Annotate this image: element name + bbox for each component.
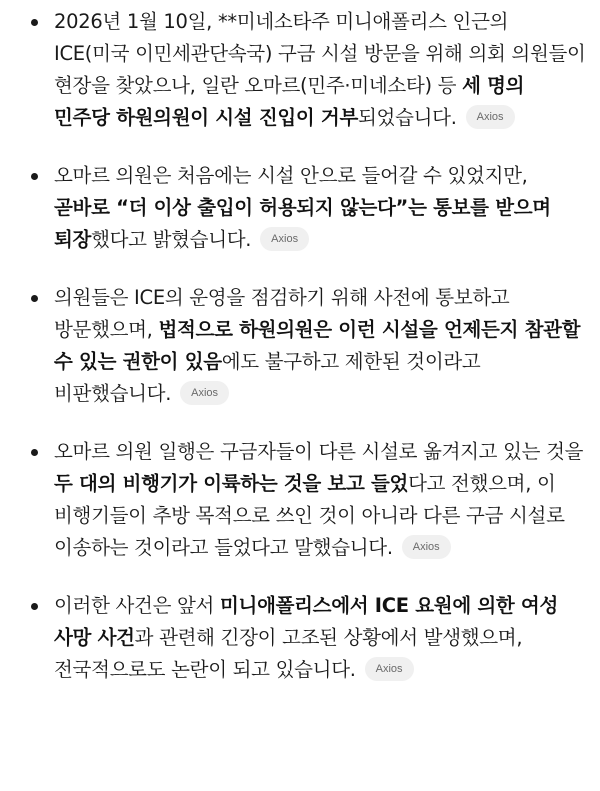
item-text: 오마르 의원은 처음에는 시설 안으로 들어갈 수 있었지만, xyxy=(54,164,528,187)
item-text-bold: 세 명의 민주당 하원의원이 시설 진입이 거부 xyxy=(54,74,525,129)
source-chip-axios[interactable]: Axios xyxy=(260,227,309,251)
bullet-dot xyxy=(31,603,38,610)
item-text: 오마르 의원 일행은 구금자들이 다른 시설로 옮겨지고 있는 것을 xyxy=(54,440,584,463)
item-text: 했다고 밝혔습니다. xyxy=(91,228,252,251)
item-text-bold: 두 대의 비행기가 이륙하는 것을 보고 들었 xyxy=(54,472,409,495)
item-text-bold: 미니애폴리스에서 ICE 요원에 의한 여성 사망 사건 xyxy=(54,594,558,649)
bullet-dot xyxy=(31,173,38,180)
bullet-dot xyxy=(31,295,38,302)
item-text-bold: 법적으로 하원의원은 이런 시설을 언제든지 참관할 수 있는 권한이 있음 xyxy=(54,318,581,373)
item-text: 다고 전했으며, 이 비행기들이 추방 목적으로 쓰인 것이 아니라 다른 구금 시설로 이송하는 것이라고 들었다고 말했습니다. xyxy=(54,472,565,559)
item-text-bold: 곧바로 “더 이상 출입이 허용되지 않는다”는 통보를 받으며 퇴장 xyxy=(54,196,551,251)
bullet-item xyxy=(0,282,586,410)
bullet-dot xyxy=(31,449,38,456)
source-chip-axios[interactable]: Axios xyxy=(180,381,229,405)
item-text: 2026년 1월 10일, **미네소타주 미니애폴리스 인근의 ICE(미국 이민세관단속국) 구금 시설 방문을 위해 의회 의원들이 현장을 찾았으나, 일란 오마르(민주·미네소타) 등 xyxy=(54,10,586,97)
item-text: 에도 불구하고 제한된 것이라고 비판했습니다. xyxy=(54,350,481,405)
bullet-item xyxy=(0,6,586,134)
bullet-dot xyxy=(31,19,38,26)
bullet-item xyxy=(0,590,586,686)
item-text: 과 관련해 긴장이 고조된 상황에서 발생했으며, 전국적으로도 논란이 되고 있습니다. xyxy=(54,626,523,681)
item-text: 의원들은 ICE의 운영을 점검하기 위해 사전에 통보하고 방문했으며, xyxy=(54,286,510,341)
item-text: 되었습니다. xyxy=(358,106,457,129)
source-chip-axios[interactable]: Axios xyxy=(365,657,414,681)
source-chip-axios[interactable]: Axios xyxy=(466,105,515,129)
item-text: 이러한 사건은 앞서 xyxy=(54,594,220,617)
bullet-item xyxy=(0,436,586,564)
source-chip-axios[interactable]: Axios xyxy=(402,535,451,559)
bullet-item xyxy=(0,160,586,256)
